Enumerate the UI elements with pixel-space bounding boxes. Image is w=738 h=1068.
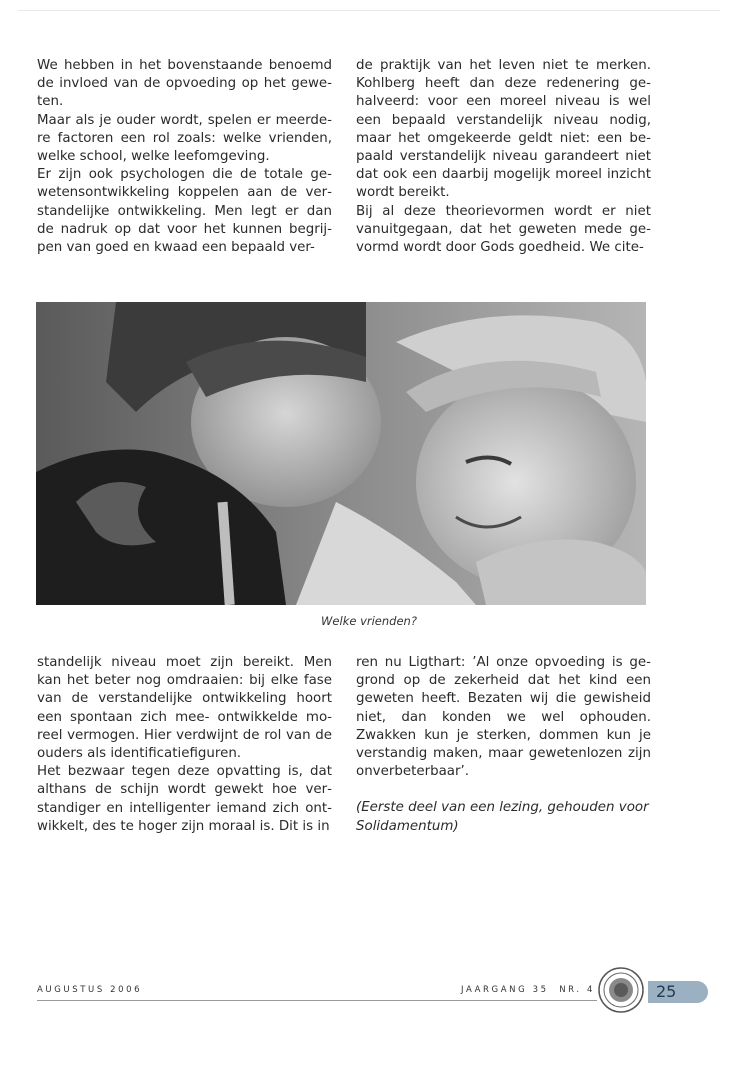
text-column-4	[356, 654, 651, 836]
lecture-credit: (Eerste deel van een lezing, gehouden voor Solidamentum)	[356, 800, 649, 834]
paragraph: We hebben in het bovenstaande benoemd de invloed van de opvoeding op het geweten.	[37, 58, 332, 110]
footer-volume: JAARGANG 35 NR. 4	[461, 985, 595, 995]
text-column-3	[37, 654, 332, 836]
paragraph: Bij al deze theorievormen wordt er niet vanuitgegaan, dat het geweten mede gevormd wordt door Gods goedheid. We cite-	[356, 203, 651, 256]
page-top-edge	[18, 10, 720, 11]
footer-date: AUGUSTUS 2006	[37, 985, 143, 995]
paragraph: Het bezwaar tegen deze opvatting is, dat althans de schijn wordt gewekt hoe verstandiger en intelligenter iemand zich ontwikkelt, des te hoger zijn moraal is. Dit is in	[37, 764, 332, 834]
paragraph: Maar als je ouder wordt, spelen er meerdere factoren een rol zoals: welke vrienden, welke school, welke leefomgeving.	[37, 112, 332, 165]
footer-rule	[37, 1000, 597, 1001]
page-number: 25	[648, 981, 708, 1003]
paragraph: de praktijk van het leven niet te merken. Kohlberg heeft dan deze redenering gehalveerd: voor een moreel niveau is wel een bepaald verstandelijk niveau nodig, maar het omgekeerde geldt niet: een bepaald verstandelijk niveau garandeert niet dat ook een daarbij mogelijk moreel inzicht wordt bereikt.	[356, 58, 651, 201]
text-column-2	[356, 57, 651, 257]
photo-illustration	[36, 302, 646, 605]
paragraph: Er zijn ook psychologen die de totale gewetensontwikkeling koppelen aan de verstandelijke ontwikkeling. Men legt er dan de nadruk op dat voor het kunnen begrijpen van goed en kwaad een bepaald ver-	[37, 167, 332, 256]
photo-two-boys	[36, 302, 646, 605]
text-column-1	[37, 57, 332, 257]
circular-seal-emblem-icon	[597, 966, 645, 1014]
photo-caption: Welke vrienden?	[321, 614, 417, 628]
paragraph: ren nu Ligthart: ’Al onze opvoeding is gegrond op de zekerheid dat het kind een geweten heeft. Bezaten wij die gewisheid niet, dan konden we wel ophouden. Zwakken kun je sterken, dommen kun je verstandig maken, maar gewetenlozen zijn onverbeterbaar’.	[356, 655, 651, 780]
paragraph: standelijk niveau moet zijn bereikt. Men kan het beter nog omdraaien: bij elke fase van de verstandelijke ontwikkeling hoort een spontaan zich mee- ontwikkelde moreel vermogen. Hier verdwijnt de rol van de ouders als identificatiefiguren.	[37, 655, 332, 762]
